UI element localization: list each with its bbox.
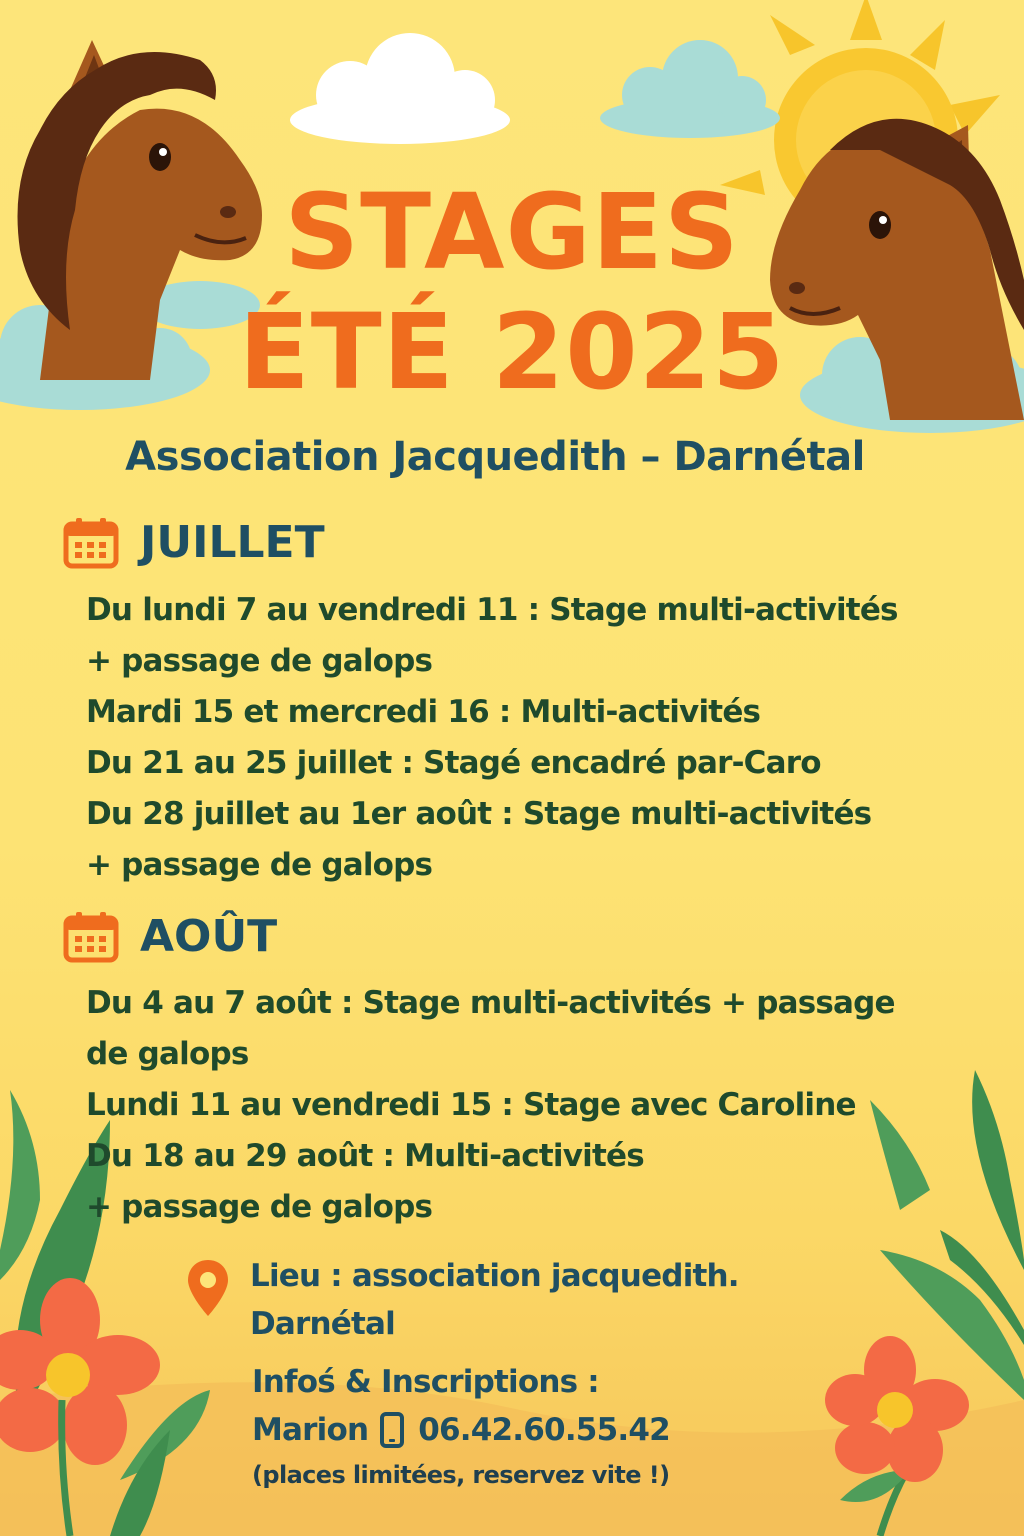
month-title: AOÛT	[140, 911, 278, 962]
calendar-icon	[62, 910, 120, 964]
list-item	[86, 585, 916, 687]
list-item	[86, 687, 916, 738]
cloud-icon	[290, 33, 510, 144]
location-text: Lieu : association jacquedith. Darnétal	[250, 1258, 739, 1342]
info-block	[186, 1252, 806, 1496]
month-header-aout	[62, 910, 277, 964]
phone-icon	[380, 1412, 404, 1448]
event-line: Du 18 au 29 août : Multi-activités	[86, 1138, 644, 1174]
event-line: + passage de galops	[86, 643, 433, 679]
list-item	[86, 1080, 906, 1131]
event-line: Du 28 juillet au 1er août : Stage multi-activités	[86, 796, 872, 832]
event-line: + passage de galops	[86, 1189, 433, 1225]
location-row	[186, 1252, 806, 1348]
month-header-juillet	[62, 516, 325, 570]
contact-name: Marion	[252, 1412, 369, 1448]
event-list-aout	[86, 978, 906, 1233]
location-pin-icon	[186, 1258, 230, 1318]
title-line-2: ÉTÉ 2025	[238, 291, 786, 413]
event-line: Du 4 au 7 août : Stage multi-activités + passage	[86, 985, 895, 1021]
event-line: Du lundi 7 au vendredi 11 : Stage multi-activités	[86, 592, 898, 628]
event-line: de galops	[86, 1036, 249, 1072]
list-item	[86, 738, 916, 789]
contact-block	[252, 1358, 806, 1496]
calendar-icon	[62, 516, 120, 570]
subtitle: Association Jacquedith – Darnétal	[125, 434, 865, 480]
list-item	[86, 1131, 906, 1233]
event-line: Du 21 au 25 juillet : Stagé encadré par-Caro	[86, 745, 821, 781]
event-list-juillet	[86, 585, 916, 891]
phone-number[interactable]: 06.42.60.55.42	[418, 1412, 670, 1448]
list-item	[86, 978, 906, 1080]
note-text: (places limitées, reservez vite !)	[252, 1461, 670, 1489]
contact-row	[252, 1406, 806, 1454]
event-line: Lundi 11 au vendredi 15 : Stage avec Caroline	[86, 1087, 856, 1123]
month-title: JUILLET	[140, 517, 325, 568]
cloud-icon	[600, 40, 780, 138]
title-line-1: STAGES	[284, 171, 740, 293]
list-item	[86, 789, 916, 891]
event-line: Mardi 15 et mercredi 16 : Multi-activités	[86, 694, 761, 730]
infos-label: Infoś & Inscriptions :	[252, 1364, 599, 1400]
poster-title	[0, 172, 1024, 412]
event-line: + passage de galops	[86, 847, 433, 883]
